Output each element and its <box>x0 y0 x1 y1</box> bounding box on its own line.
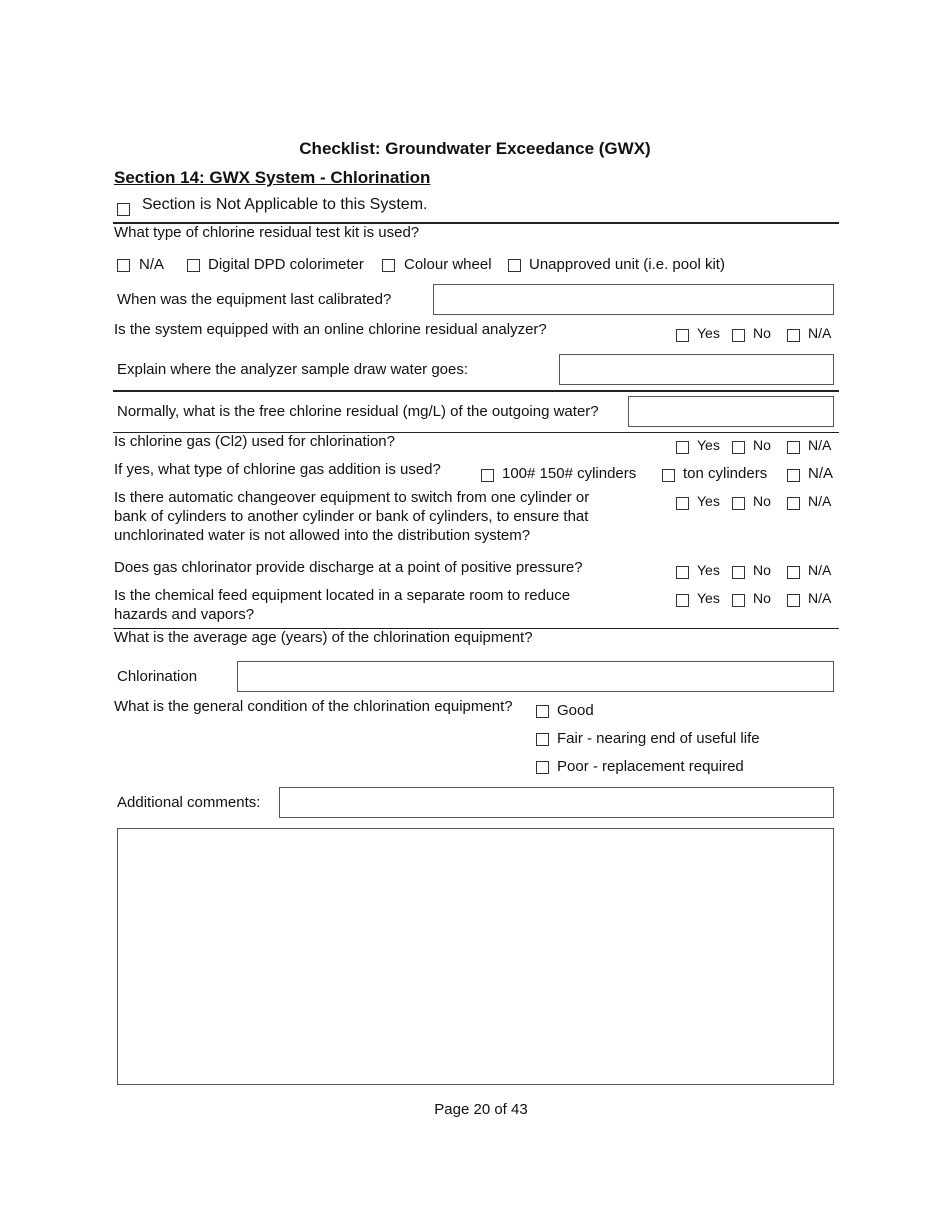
free-chlorine-input[interactable] <box>628 396 834 427</box>
divider <box>113 390 839 392</box>
positive-pressure-na-checkbox[interactable] <box>787 566 800 579</box>
cl2-gas-no-label: No <box>753 437 771 453</box>
changeover-na-label: N/A <box>808 493 832 509</box>
page-number: Page 20 of 43 <box>434 1101 528 1118</box>
test-kit-dpd-checkbox[interactable] <box>187 259 200 272</box>
condition-poor-label: Poor - replacement required <box>557 758 744 775</box>
positive-pressure-yes-checkbox[interactable] <box>676 566 689 579</box>
gas-type-na-label: N/A <box>808 465 834 482</box>
changeover-question: Is there automatic changeover equipment to switch from one cylinder or bank of cylinders to another cylinder or bank of cylinders, to ensure that unchlorinated water is not allowed into the distribution system? <box>114 489 590 544</box>
not-applicable-label: Section is Not Applicable to this System. <box>142 196 428 213</box>
test-kit-na-label: N/A <box>139 256 165 273</box>
separate-room-na-label: N/A <box>808 590 832 606</box>
sample-draw-question: Explain where the analyzer sample draw water goes: <box>117 361 469 378</box>
chlorination-field-label: Chlorination <box>117 668 198 685</box>
changeover-yes-checkbox[interactable] <box>676 497 689 510</box>
not-applicable-checkbox[interactable] <box>117 203 130 216</box>
positive-pressure-no-checkbox[interactable] <box>732 566 745 579</box>
gas-type-question: If yes, what type of chlorine gas addition is used? <box>114 461 441 478</box>
condition-fair-label: Fair - nearing end of useful life <box>557 730 760 747</box>
condition-good-label: Good <box>557 702 594 719</box>
test-kit-question: What type of chlorine residual test kit is used? <box>114 224 420 241</box>
online-analyzer-no-checkbox[interactable] <box>732 329 745 342</box>
gas-type-cylinders-label: 100# 150# cylinders <box>502 465 637 482</box>
positive-pressure-na-label: N/A <box>808 562 832 578</box>
positive-pressure-yes-label: Yes <box>697 562 720 578</box>
section-heading: Section 14: GWX System - Chlorination <box>114 168 431 187</box>
test-kit-dpd-label: Digital DPD colorimeter <box>208 256 364 273</box>
changeover-na-checkbox[interactable] <box>787 497 800 510</box>
condition-fair-checkbox[interactable] <box>536 733 549 746</box>
online-analyzer-na-label: N/A <box>808 325 832 341</box>
positive-pressure-question: Does gas chlorinator provide discharge at a point of positive pressure? <box>114 559 583 576</box>
comments-label: Additional comments: <box>117 794 261 811</box>
separate-room-yes-label: Yes <box>697 590 720 606</box>
cl2-gas-question: Is chlorine gas (Cl2) used for chlorination? <box>114 433 395 450</box>
cl2-gas-yes-checkbox[interactable] <box>676 441 689 454</box>
calibrated-input[interactable] <box>433 284 834 315</box>
test-kit-colour-wheel-checkbox[interactable] <box>382 259 395 272</box>
chlorination-age-input[interactable] <box>237 661 834 692</box>
condition-poor-checkbox[interactable] <box>536 761 549 774</box>
gas-type-na-checkbox[interactable] <box>787 469 800 482</box>
test-kit-unapproved-label: Unapproved unit (i.e. pool kit) <box>529 256 725 273</box>
separate-room-no-label: No <box>753 590 771 606</box>
separate-room-yes-checkbox[interactable] <box>676 594 689 607</box>
separate-room-no-checkbox[interactable] <box>732 594 745 607</box>
page-title: Checklist: Groundwater Exceedance (GWX) <box>299 139 651 158</box>
condition-question: What is the general condition of the chlorination equipment? <box>114 698 513 715</box>
positive-pressure-no-label: No <box>753 562 771 578</box>
comments-textarea[interactable] <box>117 828 834 1085</box>
online-analyzer-na-checkbox[interactable] <box>787 329 800 342</box>
changeover-yes-label: Yes <box>697 493 720 509</box>
changeover-no-checkbox[interactable] <box>732 497 745 510</box>
online-analyzer-no-label: No <box>753 325 771 341</box>
online-analyzer-question: Is the system equipped with an online chlorine residual analyzer? <box>114 321 547 338</box>
test-kit-unapproved-checkbox[interactable] <box>508 259 521 272</box>
online-analyzer-yes-label: Yes <box>697 325 720 341</box>
test-kit-colour-wheel-label: Colour wheel <box>404 256 492 273</box>
cl2-gas-na-label: N/A <box>808 437 832 453</box>
sample-draw-input[interactable] <box>559 354 834 385</box>
cl2-gas-no-checkbox[interactable] <box>732 441 745 454</box>
separate-room-question: Is the chemical feed equipment located in a separate room to reduce hazards and vapors? <box>114 587 571 623</box>
comments-input[interactable] <box>279 787 834 818</box>
online-analyzer-yes-checkbox[interactable] <box>676 329 689 342</box>
condition-good-checkbox[interactable] <box>536 705 549 718</box>
gas-type-cylinders-checkbox[interactable] <box>481 469 494 482</box>
avg-age-question: What is the average age (years) of the chlorination equipment? <box>114 629 533 646</box>
cl2-gas-na-checkbox[interactable] <box>787 441 800 454</box>
cl2-gas-yes-label: Yes <box>697 437 720 453</box>
test-kit-na-checkbox[interactable] <box>117 259 130 272</box>
changeover-no-label: No <box>753 493 771 509</box>
separate-room-na-checkbox[interactable] <box>787 594 800 607</box>
free-chlorine-question: Normally, what is the free chlorine residual (mg/L) of the outgoing water? <box>117 403 599 420</box>
gas-type-ton-label: ton cylinders <box>683 465 768 482</box>
gas-type-ton-checkbox[interactable] <box>662 469 675 482</box>
calibrated-question: When was the equipment last calibrated? <box>117 291 392 308</box>
